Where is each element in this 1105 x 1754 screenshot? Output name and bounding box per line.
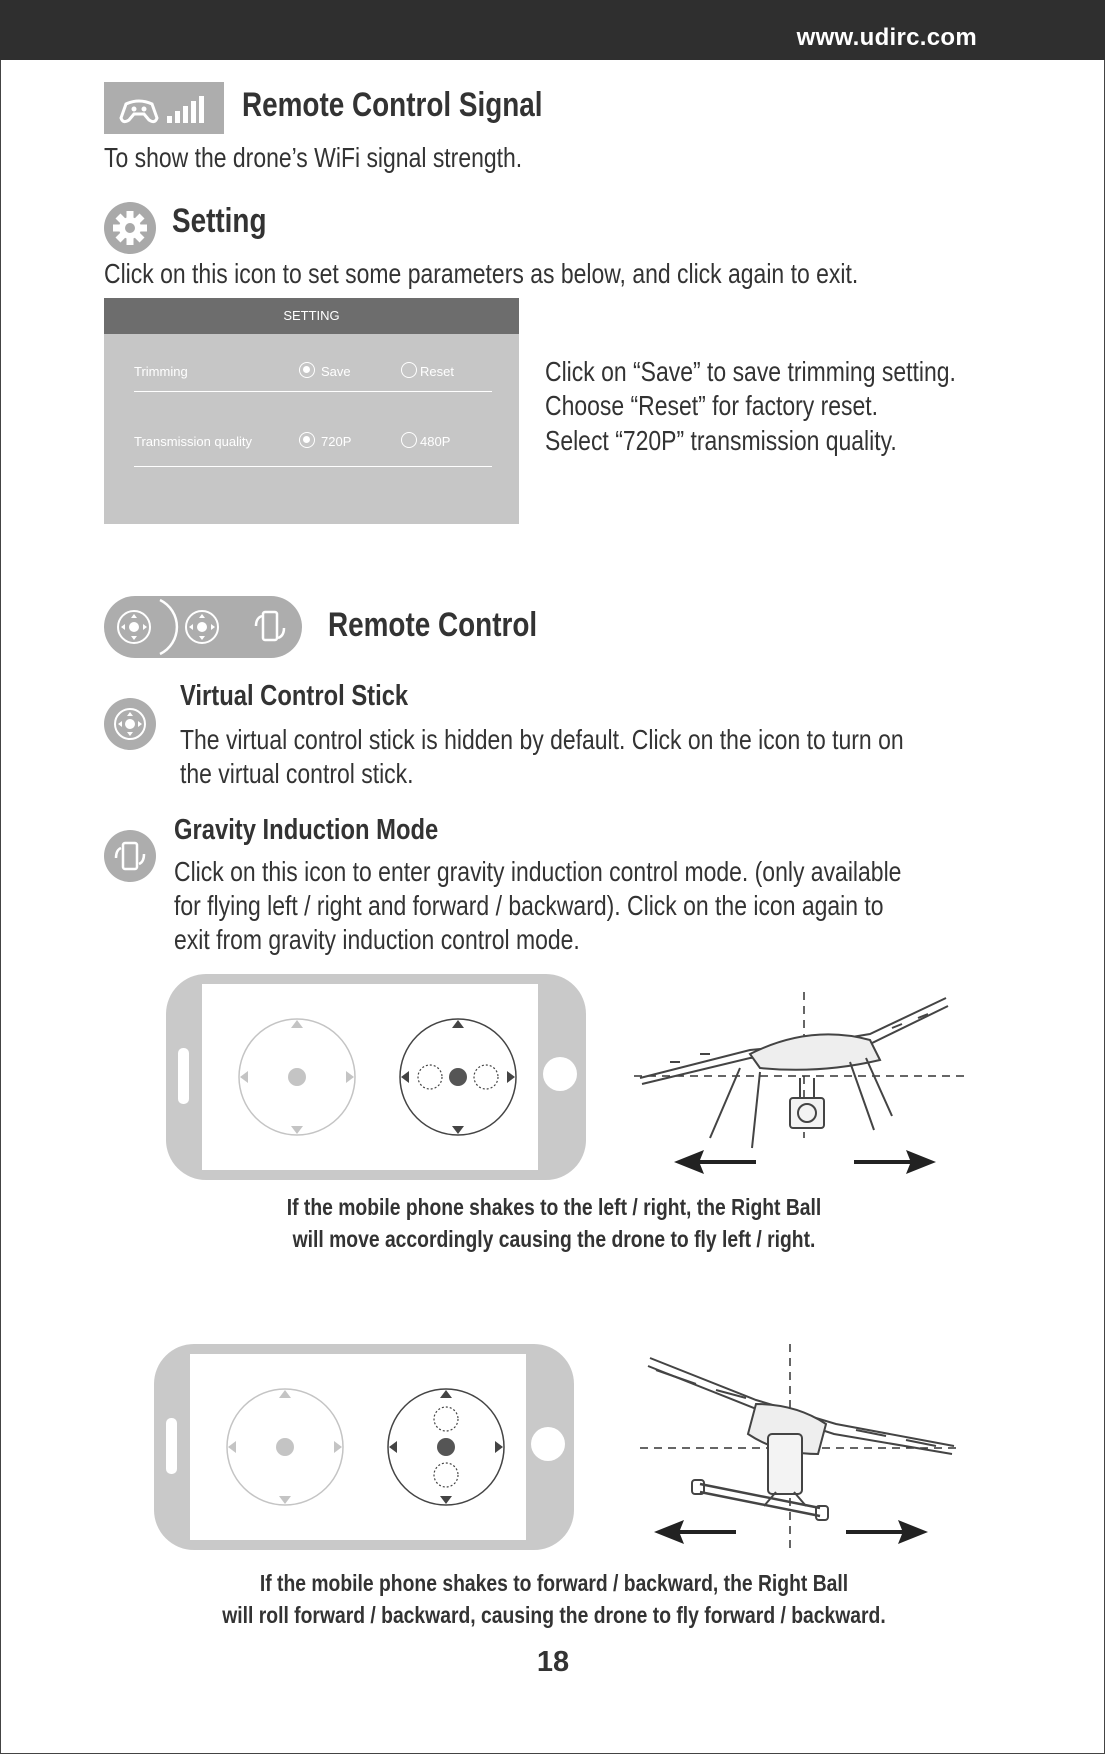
gravity-mode-text-line: Click on this icon to enter gravity induction control mode. (only available: [174, 856, 902, 887]
remote-control-icon-group: [104, 596, 302, 658]
reset-radio[interactable]: [401, 362, 417, 378]
virtual-stick-title: Virtual Control Stick: [180, 680, 409, 712]
reset-option-label: Reset: [420, 364, 454, 379]
virtual-stick-icon[interactable]: [104, 698, 156, 750]
setting-description: Click on this icon to set some parameters as below, and click again to exit.: [104, 258, 859, 289]
remote-signal-description: To show the drone’s WiFi signal strength.: [104, 142, 523, 173]
divider: [134, 466, 492, 467]
drone-illustration-side: [636, 1340, 962, 1556]
gravity-mode-text-line: exit from gravity induction control mode.: [174, 924, 580, 955]
setting-panel: [104, 298, 519, 524]
720p-radio[interactable]: [299, 432, 315, 448]
transmission-quality-label: Transmission quality: [134, 434, 253, 449]
480p-radio[interactable]: [401, 432, 417, 448]
gravity-mode-icon[interactable]: [104, 830, 156, 882]
gravity-mode-text-line: for flying left / right and forward / backward). Click on the icon again to: [174, 890, 884, 921]
phone-illustration-forward-backward: [154, 1344, 576, 1552]
virtual-stick-text-line: The virtual control stick is hidden by default. Click on the icon to turn on: [180, 724, 904, 755]
save-option-label: Save: [321, 364, 351, 379]
trimming-label: Trimming: [134, 364, 188, 379]
remote-signal-icon: [104, 82, 224, 134]
caption1-line: will move accordingly causing the drone to fly left / right.: [292, 1226, 816, 1252]
phone-illustration-left-right: [166, 974, 588, 1182]
gear-icon: [104, 202, 156, 254]
header-bar: [0, 0, 1105, 60]
website-url: www.udirc.com: [796, 24, 977, 51]
save-radio[interactable]: [299, 362, 315, 378]
caption2-line: If the mobile phone shakes to forward / backward, the Right Ball: [259, 1570, 849, 1596]
remote-signal-title: Remote Control Signal: [242, 86, 543, 124]
setting-panel-heading: SETTING: [104, 298, 519, 334]
caption2-line: will roll forward / backward, causing the drone to fly forward / backward.: [222, 1602, 886, 1628]
720p-option-label: 720P: [321, 434, 352, 449]
remote-control-title: Remote Control: [328, 606, 538, 644]
setting-title: Setting: [172, 202, 267, 240]
divider: [134, 391, 492, 392]
virtual-stick-text-line: the virtual control stick.: [180, 758, 414, 789]
480p-option-label: 480P: [420, 434, 451, 449]
setting-note-save: Click on “Save” to save trimming setting.: [545, 356, 956, 387]
page-number: 18: [536, 1646, 570, 1678]
setting-note-720p: Select “720P” transmission quality.: [545, 425, 897, 456]
gravity-mode-title: Gravity Induction Mode: [174, 814, 439, 846]
caption1-line: If the mobile phone shakes to the left / right, the Right Ball: [286, 1194, 822, 1220]
drone-illustration-front: [630, 988, 974, 1184]
setting-note-reset: Choose “Reset” for factory reset.: [545, 390, 879, 421]
